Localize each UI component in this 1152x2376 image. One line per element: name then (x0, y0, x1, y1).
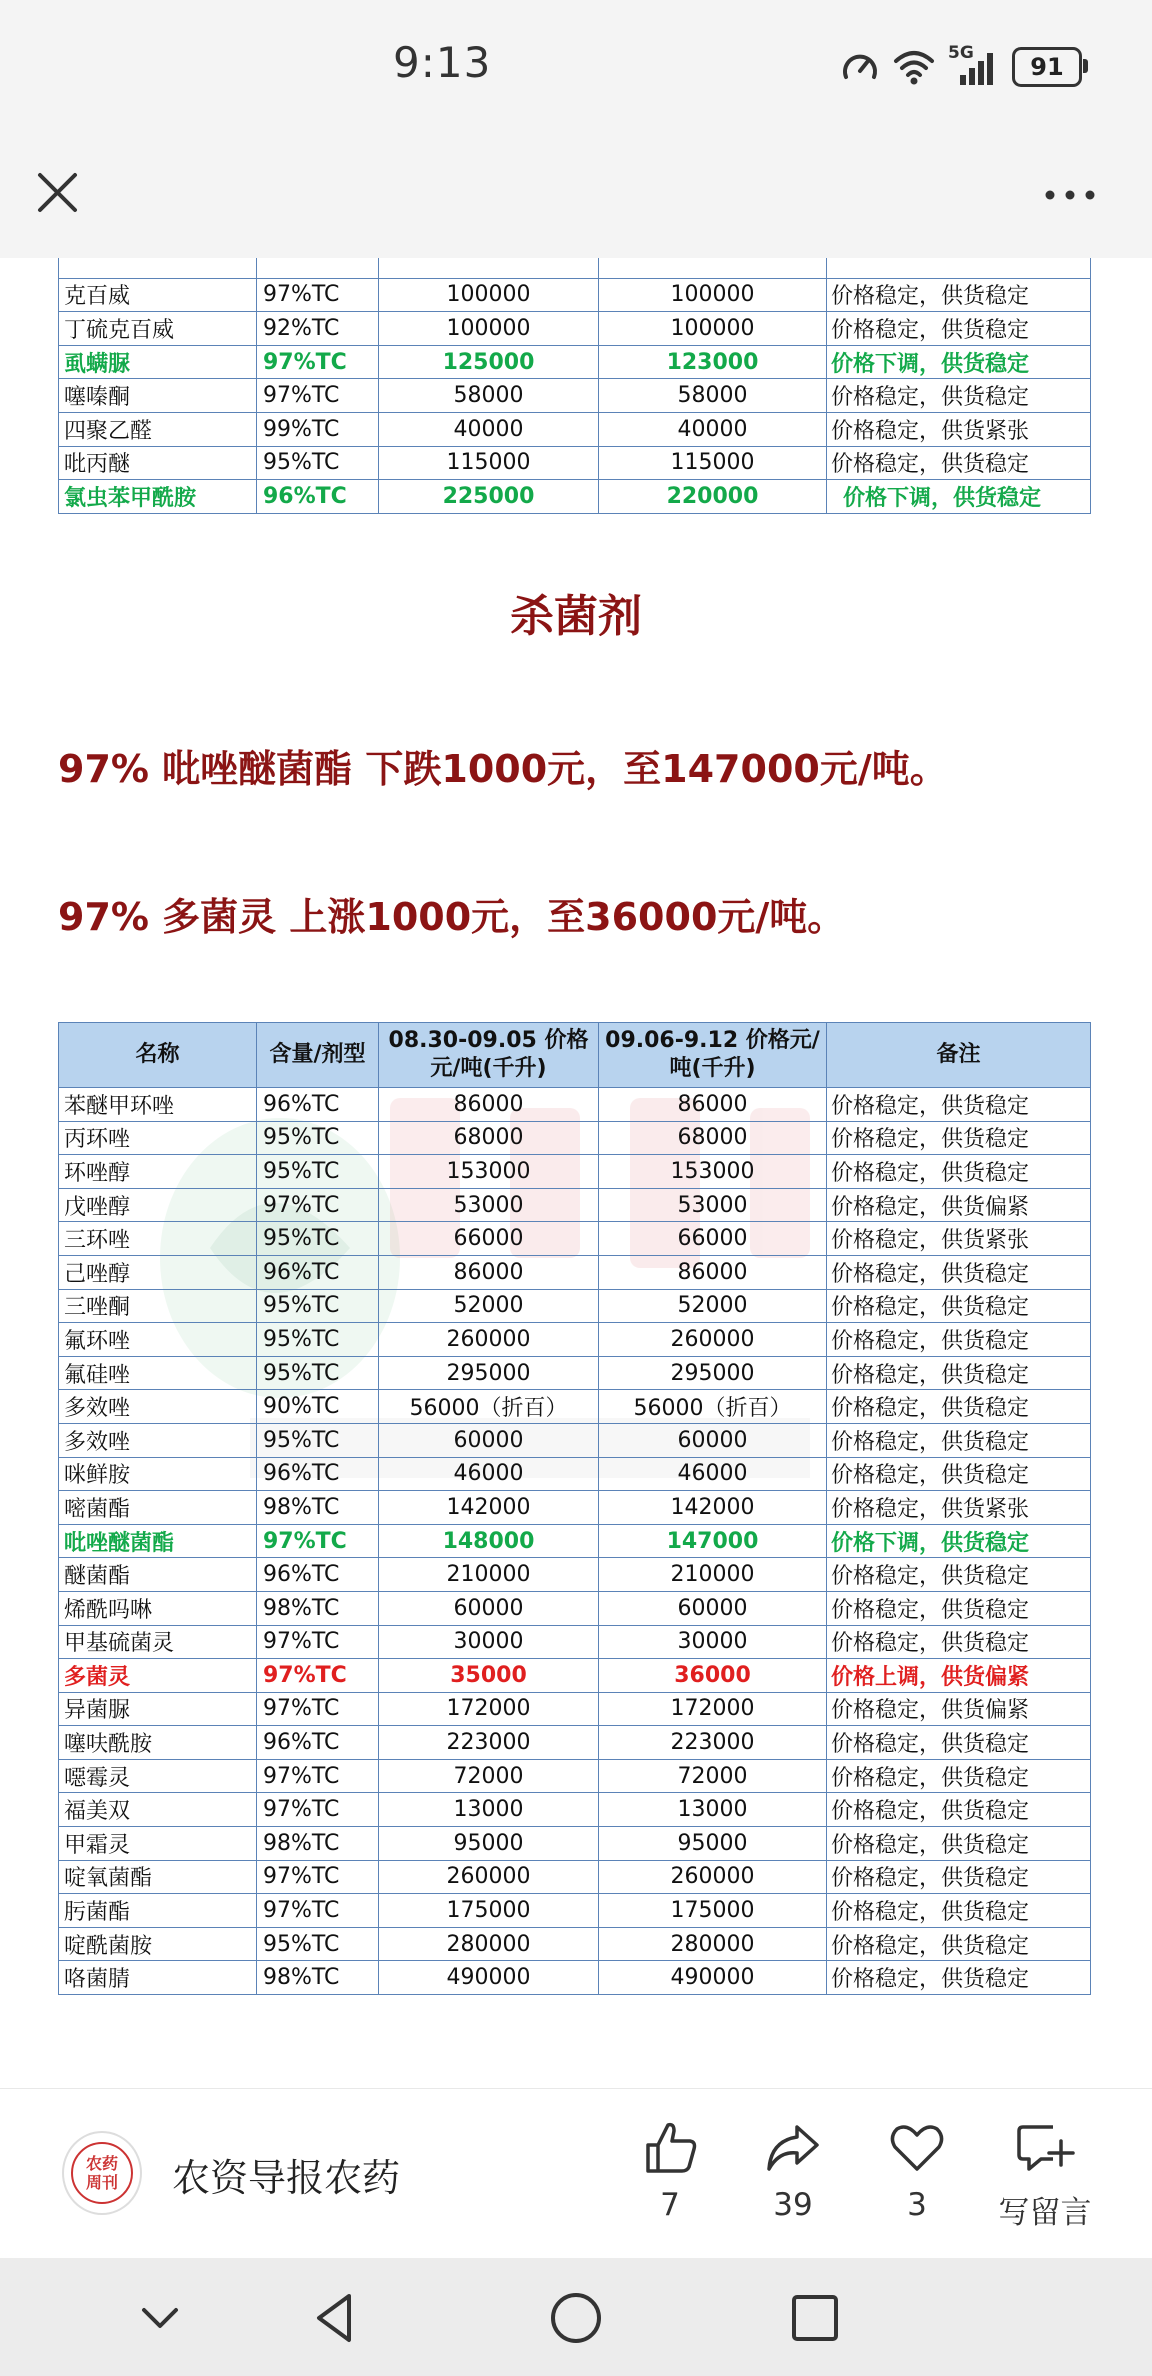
chevron-down-icon[interactable] (130, 2288, 190, 2348)
drug-name-cell: 多效唑 (59, 1423, 257, 1457)
drug-name-cell: 三唑酮 (59, 1289, 257, 1323)
price-week2-cell: 66000 (599, 1222, 827, 1256)
spec-cell: 96%TC (257, 1726, 379, 1760)
price-week1-cell: 53000 (379, 1188, 599, 1222)
note-cell: 价格稳定，供货稳定 (827, 1860, 1091, 1894)
clock: 9:13 (393, 38, 492, 87)
table-row (59, 1894, 1091, 1928)
table-row (59, 345, 1091, 379)
price-week1-cell: 223000 (379, 1726, 599, 1760)
spec-cell: 95%TC (257, 1222, 379, 1256)
table-row (59, 1558, 1091, 1592)
table-row (59, 1390, 1091, 1424)
price-week1-cell: 60000 (379, 1591, 599, 1625)
table-row (59, 1423, 1091, 1457)
price-week1-cell: 260000 (379, 1323, 599, 1357)
svg-text:农药: 农药 (85, 2154, 119, 2173)
spec-cell: 96%TC (257, 1457, 379, 1491)
note-cell: 价格稳定，供货偏紧 (827, 1188, 1091, 1222)
speedometer-icon (840, 47, 880, 87)
table-row (59, 412, 1091, 446)
spec-cell: 97%TC (257, 278, 379, 312)
thumbs-up-icon (640, 2119, 700, 2177)
note-cell: 价格稳定，供货稳定 (827, 1827, 1091, 1861)
note-cell: 价格稳定，供货稳定 (827, 1894, 1091, 1928)
drug-name-cell: 吡丙醚 (59, 446, 257, 480)
comment-add-icon (1013, 2119, 1077, 2177)
spec-cell: 95%TC (257, 446, 379, 480)
article-content[interactable] (0, 258, 1152, 2088)
table-row (59, 1323, 1091, 1357)
drug-name-cell: 环唑醇 (59, 1155, 257, 1189)
price-week1-cell: 295000 (379, 1356, 599, 1390)
price-week2-cell: 147000 (599, 1524, 827, 1558)
table-row (59, 446, 1091, 480)
spec-cell: 95%TC (257, 1121, 379, 1155)
table-row (59, 1356, 1091, 1390)
home-circle-icon[interactable] (546, 2288, 606, 2348)
note-cell: 价格下调，供货稳定 (827, 345, 1091, 379)
drug-name-cell: 噻嗪酮 (59, 379, 257, 413)
table-row (59, 1088, 1091, 1122)
header-spec: 含量/剂型 (257, 1023, 379, 1088)
spec-cell: 90%TC (257, 1390, 379, 1424)
price-week2-cell: 260000 (599, 1323, 827, 1357)
price-week1-cell: 100000 (379, 312, 599, 346)
spec-cell: 96%TC (257, 1558, 379, 1592)
price-headline-2: 97% 多菌灵 上涨1000元，至36000元/吨。 (58, 895, 846, 939)
drug-name-cell: 丁硫克百威 (59, 312, 257, 346)
price-week1-cell: 35000 (379, 1659, 599, 1693)
table-row (59, 1692, 1091, 1726)
heart-icon (887, 2119, 947, 2177)
spec-cell: 96%TC (257, 1088, 379, 1122)
price-week2-cell: 46000 (599, 1457, 827, 1491)
spec-cell: 95%TC (257, 1356, 379, 1390)
drug-name-cell: 咯菌腈 (59, 1961, 257, 1995)
price-week1-cell: 172000 (379, 1692, 599, 1726)
drug-name-cell: 甲基硫菌灵 (59, 1625, 257, 1659)
note-cell: 价格稳定，供货稳定 (827, 1255, 1091, 1289)
price-week1-cell: 148000 (379, 1524, 599, 1558)
spec-cell: 95%TC (257, 1423, 379, 1457)
drug-name-cell: 虱螨脲 (59, 345, 257, 379)
drug-name-cell: 烯酰吗啉 (59, 1591, 257, 1625)
price-week2-cell: 56000（折百） (599, 1390, 827, 1424)
table-row (59, 278, 1091, 312)
price-week1-cell: 86000 (379, 1088, 599, 1122)
price-week1-cell: 68000 (379, 1121, 599, 1155)
table-row (59, 1457, 1091, 1491)
note-cell: 价格稳定，供货偏紧 (827, 1692, 1091, 1726)
table-row (59, 258, 1091, 278)
price-week1-cell: 40000 (379, 412, 599, 446)
note-cell: 价格稳定，供货稳定 (827, 1121, 1091, 1155)
price-week2-cell: 115000 (599, 446, 827, 480)
drug-name-cell: 啶酰菌胺 (59, 1927, 257, 1961)
note-cell: 价格下调，供货稳定 (827, 480, 1091, 514)
drug-name-cell: 咪鲜胺 (59, 1457, 257, 1491)
table-row (59, 1726, 1091, 1760)
price-week1-cell: 86000 (379, 1255, 599, 1289)
price-week2-cell: 95000 (599, 1827, 827, 1861)
header-price-week1: 08.30-09.05 价格元/吨(千升) (379, 1023, 599, 1088)
spec-cell: 95%TC (257, 1289, 379, 1323)
table-row (59, 1625, 1091, 1659)
price-week1-cell: 13000 (379, 1793, 599, 1827)
price-week2-cell: 260000 (599, 1860, 827, 1894)
like-count: 7 (660, 2187, 680, 2223)
drug-name-cell: 己唑醇 (59, 1255, 257, 1289)
spec-cell: 97%TC (257, 1692, 379, 1726)
price-week2-cell: 36000 (599, 1659, 827, 1693)
spec-cell: 95%TC (257, 1927, 379, 1961)
note-cell: 价格稳定，供货稳定 (827, 446, 1091, 480)
price-week1-cell: 58000 (379, 379, 599, 413)
spec-cell: 92%TC (257, 312, 379, 346)
account-avatar[interactable] (62, 2131, 142, 2215)
header-note: 备注 (827, 1023, 1091, 1088)
more-options-icon[interactable] (1040, 180, 1100, 210)
price-week2-cell: 220000 (599, 480, 827, 514)
drug-name-cell: 噻呋酰胺 (59, 1726, 257, 1760)
note-cell: 价格稳定，供货稳定 (827, 1088, 1091, 1122)
table-row (59, 1860, 1091, 1894)
spec-cell: 97%TC (257, 1524, 379, 1558)
fungicide-price-table (58, 1022, 1091, 1995)
table-row (59, 379, 1091, 413)
spec-cell: 97%TC (257, 1793, 379, 1827)
price-week2-cell: 210000 (599, 1558, 827, 1592)
drug-name-cell: 啶氧菌酯 (59, 1860, 257, 1894)
price-week2-cell: 172000 (599, 1692, 827, 1726)
note-cell: 价格稳定，供货稳定 (827, 1390, 1091, 1424)
table-row (59, 1759, 1091, 1793)
battery-indicator: 91 (1012, 47, 1082, 87)
drug-name-cell: 氟环唑 (59, 1323, 257, 1357)
drug-name-cell: 醚菌酯 (59, 1558, 257, 1592)
spec-cell: 97%TC (257, 1659, 379, 1693)
drug-name-cell: 嘧菌酯 (59, 1491, 257, 1525)
price-week2-cell: 280000 (599, 1927, 827, 1961)
price-week1-cell: 142000 (379, 1491, 599, 1525)
note-cell: 价格稳定，供货稳定 (827, 1759, 1091, 1793)
price-week1-cell: 125000 (379, 345, 599, 379)
spec-cell: 95%TC (257, 1155, 379, 1189)
table-row (59, 1121, 1091, 1155)
price-week2-cell: 100000 (599, 312, 827, 346)
drug-name-cell: 苯醚甲环唑 (59, 1088, 257, 1122)
price-week2-cell: 123000 (599, 345, 827, 379)
drug-name-cell: 氟硅唑 (59, 1356, 257, 1390)
section-title: 杀菌剂 (510, 591, 642, 642)
note-cell: 价格稳定，供货紧张 (827, 1491, 1091, 1525)
drug-name-cell: 肟菌酯 (59, 1894, 257, 1928)
price-week1-cell: 95000 (379, 1827, 599, 1861)
share-button[interactable] (738, 2119, 848, 2223)
price-week1-cell: 260000 (379, 1860, 599, 1894)
spec-cell: 98%TC (257, 1591, 379, 1625)
price-week1-cell: 52000 (379, 1289, 599, 1323)
spec-cell: 97%TC (257, 1188, 379, 1222)
drug-name-cell: 氯虫苯甲酰胺 (59, 480, 257, 514)
table-row (59, 1827, 1091, 1861)
note-cell: 价格稳定，供货稳定 (827, 278, 1091, 312)
price-week2-cell: 68000 (599, 1121, 827, 1155)
price-week2-cell: 60000 (599, 1591, 827, 1625)
share-count: 39 (773, 2187, 813, 2223)
share-icon (763, 2119, 823, 2177)
favorite-button[interactable] (862, 2119, 972, 2223)
note-cell: 价格稳定，供货稳定 (827, 1356, 1091, 1390)
article-action-bar (0, 2088, 1152, 2259)
price-week1-cell: 490000 (379, 1961, 599, 1995)
like-button[interactable] (615, 2119, 725, 2223)
price-week1-cell: 30000 (379, 1625, 599, 1659)
price-week2-cell: 86000 (599, 1255, 827, 1289)
spec-cell: 97%TC (257, 1625, 379, 1659)
drug-name-cell: 丙环唑 (59, 1121, 257, 1155)
article-top-bar (0, 140, 1152, 259)
close-icon[interactable] (30, 165, 85, 220)
spec-cell: 97%TC (257, 379, 379, 413)
drug-name-cell: 吡唑醚菌酯 (59, 1524, 257, 1558)
table-row (59, 1155, 1091, 1189)
status-bar (0, 0, 1152, 140)
price-week2-cell: 60000 (599, 1423, 827, 1457)
table-row (59, 480, 1091, 514)
price-week2-cell: 223000 (599, 1726, 827, 1760)
note-cell: 价格稳定，供货稳定 (827, 1625, 1091, 1659)
spec-cell: 97%TC (257, 1860, 379, 1894)
note-cell: 价格稳定，供货稳定 (827, 1591, 1091, 1625)
price-week2-cell: 86000 (599, 1088, 827, 1122)
price-week2-cell: 175000 (599, 1894, 827, 1928)
table-row (59, 1255, 1091, 1289)
spec-cell: 96%TC (257, 480, 379, 514)
price-week1-cell: 153000 (379, 1155, 599, 1189)
note-cell: 价格稳定，供货稳定 (827, 1423, 1091, 1457)
note-cell: 价格稳定，供货稳定 (827, 1289, 1091, 1323)
spec-cell: 96%TC (257, 1255, 379, 1289)
price-week2-cell: 13000 (599, 1793, 827, 1827)
note-cell: 价格稳定，供货稳定 (827, 1726, 1091, 1760)
status-icons (840, 42, 1082, 92)
price-week2-cell: 30000 (599, 1625, 827, 1659)
price-week1-cell: 60000 (379, 1423, 599, 1457)
price-week2-cell: 490000 (599, 1961, 827, 1995)
drug-name-cell: 多菌灵 (59, 1659, 257, 1693)
price-week1-cell: 225000 (379, 480, 599, 514)
drug-name-cell: 福美双 (59, 1793, 257, 1827)
drug-name-cell: 三环唑 (59, 1222, 257, 1256)
price-week1-cell: 210000 (379, 1558, 599, 1592)
spec-cell: 95%TC (257, 1323, 379, 1357)
price-week1-cell: 46000 (379, 1457, 599, 1491)
header-name: 名称 (59, 1023, 257, 1088)
comment-label: 写留言 (998, 2195, 1092, 2231)
table-row (59, 1524, 1091, 1558)
svg-text:周刊: 周刊 (85, 2173, 119, 2192)
header-price-week2: 09.06-9.12 价格元/吨(千升) (599, 1023, 827, 1088)
note-cell: 价格稳定，供货紧张 (827, 1222, 1091, 1256)
price-week1-cell: 280000 (379, 1927, 599, 1961)
table-header-row (59, 1023, 1091, 1088)
spec-cell: 98%TC (257, 1961, 379, 1995)
write-comment-button[interactable] (985, 2119, 1105, 2232)
drug-name-cell: 克百威 (59, 278, 257, 312)
price-week2-cell: 142000 (599, 1491, 827, 1525)
price-week2-cell: 52000 (599, 1289, 827, 1323)
price-week2-cell: 40000 (599, 412, 827, 446)
price-headline-1: 97% 吡唑醚菌酯 下跌1000元，至147000元/吨。 (58, 747, 948, 791)
insecticide-price-table (58, 258, 1091, 514)
system-navigation-bar (0, 2258, 1152, 2376)
drug-name-cell: 噁霉灵 (59, 1759, 257, 1793)
table-row (59, 1961, 1091, 1995)
spec-cell: 99%TC (257, 412, 379, 446)
drug-name-cell: 戊唑醇 (59, 1188, 257, 1222)
table-row (59, 1659, 1091, 1693)
drug-name-cell: 多效唑 (59, 1390, 257, 1424)
recents-square-icon[interactable] (785, 2288, 845, 2348)
note-cell: 价格稳定，供货稳定 (827, 1927, 1091, 1961)
wifi-icon (892, 47, 936, 87)
table-row (59, 1188, 1091, 1222)
note-cell: 价格稳定，供货紧张 (827, 412, 1091, 446)
note-cell: 价格稳定，供货稳定 (827, 1155, 1091, 1189)
spec-cell: 98%TC (257, 1827, 379, 1861)
note-cell: 价格稳定，供货稳定 (827, 1558, 1091, 1592)
account-name[interactable]: 农资导报农药 (172, 2156, 401, 2200)
note-cell: 价格下调，供货稳定 (827, 1524, 1091, 1558)
drug-name-cell: 异菌脲 (59, 1692, 257, 1726)
table-row (59, 1289, 1091, 1323)
note-cell: 价格上调，供货偏紧 (827, 1659, 1091, 1693)
note-cell: 价格稳定，供货稳定 (827, 1793, 1091, 1827)
price-week2-cell: 153000 (599, 1155, 827, 1189)
note-cell: 价格稳定，供货稳定 (827, 1457, 1091, 1491)
price-week2-cell: 58000 (599, 379, 827, 413)
price-week1-cell: 115000 (379, 446, 599, 480)
signal-icon: 5G (948, 47, 1000, 87)
spec-cell: 97%TC (257, 1759, 379, 1793)
price-week1-cell: 66000 (379, 1222, 599, 1256)
price-week1-cell: 56000（折百） (379, 1390, 599, 1424)
drug-name-cell: 四聚乙醛 (59, 412, 257, 446)
table-row (59, 1491, 1091, 1525)
note-cell: 价格稳定，供货稳定 (827, 379, 1091, 413)
drug-name-cell: 甲霜灵 (59, 1827, 257, 1861)
spec-cell: 97%TC (257, 345, 379, 379)
price-week2-cell: 72000 (599, 1759, 827, 1793)
favorite-count: 3 (907, 2187, 927, 2223)
note-cell: 价格稳定，供货稳定 (827, 1323, 1091, 1357)
price-week1-cell: 100000 (379, 278, 599, 312)
note-cell: 价格稳定，供货稳定 (827, 1961, 1091, 1995)
spec-cell: 97%TC (257, 1894, 379, 1928)
table-row (59, 1591, 1091, 1625)
note-cell: 价格稳定，供货稳定 (827, 312, 1091, 346)
table-row (59, 1222, 1091, 1256)
price-week1-cell: 72000 (379, 1759, 599, 1793)
table-row (59, 1927, 1091, 1961)
back-triangle-icon[interactable] (305, 2288, 365, 2348)
table-row (59, 312, 1091, 346)
price-week2-cell: 295000 (599, 1356, 827, 1390)
spec-cell: 98%TC (257, 1491, 379, 1525)
price-week1-cell: 175000 (379, 1894, 599, 1928)
price-week2-cell: 53000 (599, 1188, 827, 1222)
price-week2-cell: 100000 (599, 278, 827, 312)
account-logo-icon (67, 2138, 137, 2208)
table-row (59, 1793, 1091, 1827)
